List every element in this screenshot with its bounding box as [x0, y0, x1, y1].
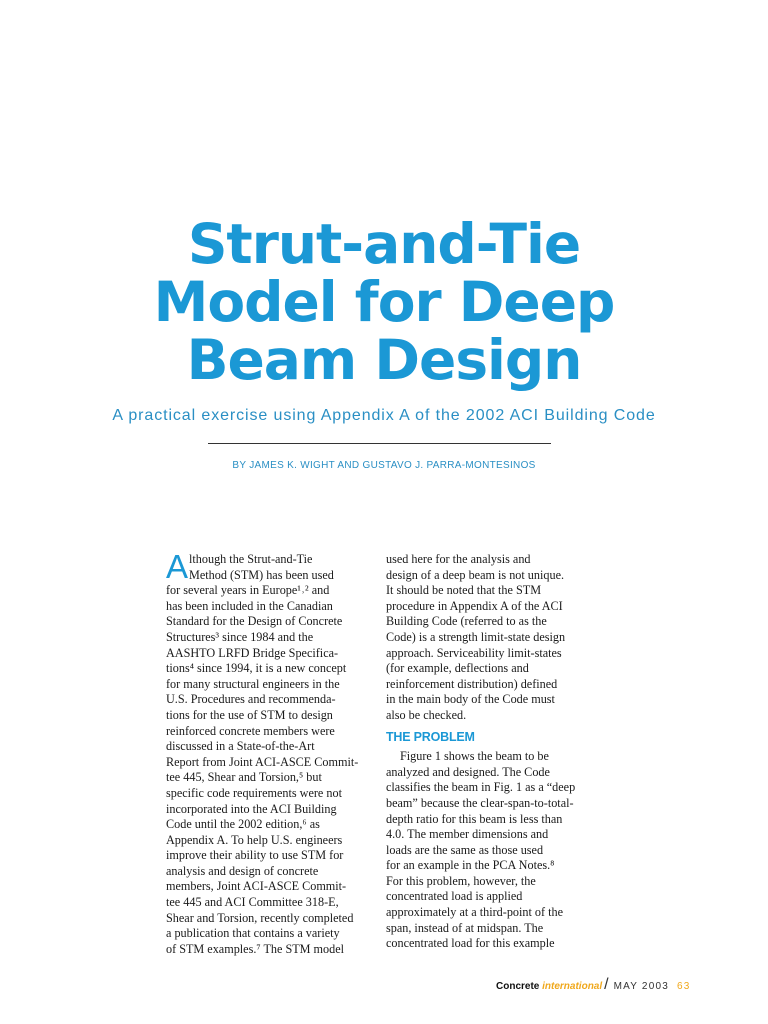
title-line-2: Model for Deep [153, 270, 615, 334]
magazine-name-part1: Concrete [496, 981, 540, 992]
title-divider [208, 443, 551, 444]
magazine-name-part2: international [542, 981, 603, 992]
body-column-right [386, 552, 592, 952]
body-text-line: Code) is a strength limit-state design [386, 629, 566, 644]
body-text-line: used here for the analysis and [386, 552, 531, 566]
body-text-line: Code until the 2002 edition,⁶ as [166, 817, 320, 832]
body-text-line: design of a deep beam is not unique. [386, 567, 565, 582]
body-text-line: specific code requirements were not [166, 785, 342, 800]
body-text-line: for several years in Europe¹˒² and [166, 583, 330, 598]
section-heading: THE PROBLEM [386, 729, 475, 744]
body-text-line: lthough the Strut-and-Tie [189, 552, 313, 566]
body-text-line: of STM examples.⁷ The STM model [166, 941, 345, 956]
body-text-line: for an example in the PCA Notes.⁸ [386, 858, 555, 873]
body-text-line: loads are the same as those used [386, 842, 544, 857]
body-text-line: in the main body of the Code must [386, 692, 555, 707]
title-line-3: Beam Design [186, 328, 582, 392]
body-text-line: has been included in the Canadian [166, 598, 333, 613]
body-text-line: tions for the use of STM to design [166, 707, 333, 722]
body-text-line: tions⁴ since 1994, it is a new concept [166, 661, 347, 676]
title-line-1: Strut-and-Tie [187, 212, 581, 276]
body-text-line: U.S. Procedures and recommenda- [166, 692, 336, 707]
body-text-line: Structures³ since 1984 and the [166, 629, 314, 644]
body-text-line: span, instead of at midspan. The [386, 920, 544, 935]
body-column-left [166, 548, 371, 957]
page-number: 63 [676, 981, 691, 992]
body-text-line: 4.0. The member dimensions and [386, 827, 549, 842]
body-text-line: It should be noted that the STM [386, 583, 542, 598]
issue-date: MAY 2003 [613, 981, 669, 992]
body-text-line: tee 445, Shear and Torsion,⁵ but [166, 770, 322, 785]
body-text-line: members, Joint ACI-ASCE Commit- [166, 879, 347, 894]
body-text-line: also be checked. [386, 707, 467, 722]
body-text-line: (for example, deflections and [386, 661, 529, 676]
body-text-line: incorporated into the ACI Building [166, 801, 337, 816]
body-text-line: Shear and Torsion, recently completed [166, 910, 354, 925]
body-text-line: approximately at a third-point of the [386, 905, 564, 920]
body-text-line: reinforced concrete members were [166, 723, 335, 738]
body-text-line: for many structural engineers in the [166, 676, 340, 691]
body-text-line: a publication that contains a variety [166, 926, 340, 941]
body-text-line: improve their ability to use STM for [166, 848, 344, 863]
body-text-line: Building Code (referred to as the [386, 614, 547, 629]
body-text-line: Figure 1 shows the beam to be [400, 749, 549, 764]
body-text-line: beam” because the clear-span-to-total- [386, 795, 574, 810]
body-text-line: analyzed and designed. The Code [386, 764, 550, 779]
body-text-line: Method (STM) has been used [189, 567, 334, 582]
body-text-line: reinforcement distribution) defined [386, 676, 558, 691]
body-text-line: approach. Serviceability limit-states [386, 645, 562, 660]
body-text-line: concentrated load for this example [386, 936, 555, 951]
body-text-line: analysis and design of concrete [166, 863, 319, 878]
body-text-line: classifies the beam in Fig. 1 as a “deep [386, 780, 576, 795]
body-text-line: concentrated load is applied [386, 889, 523, 904]
drop-cap: A [166, 548, 189, 585]
footer-slash: / [604, 976, 609, 993]
article-title [0, 212, 768, 392]
body-text-line: For this problem, however, the [386, 873, 536, 888]
body-text-line: discussed in a State-of-the-Art [166, 739, 315, 754]
body-text-line: AASHTO LRFD Bridge Specifica- [166, 645, 339, 660]
body-text-line: Standard for the Design of Concrete [166, 614, 343, 629]
body-text-line: procedure in Appendix A of the ACI [386, 598, 563, 613]
author-byline: BY JAMES K. WIGHT AND GUSTAVO J. PARRA-MONTESINOS [232, 460, 536, 471]
body-text-line: Report from Joint ACI-ASCE Commit- [166, 754, 359, 769]
body-text-line: Appendix A. To help U.S. engineers [166, 832, 343, 847]
body-text-line: depth ratio for this beam is less than [386, 811, 563, 826]
article-subtitle: A practical exercise using Appendix A of the 2002 ACI Building Code [112, 407, 656, 424]
body-text-line: tee 445 and ACI Committee 318-E, [166, 895, 339, 910]
page-footer [496, 976, 691, 994]
